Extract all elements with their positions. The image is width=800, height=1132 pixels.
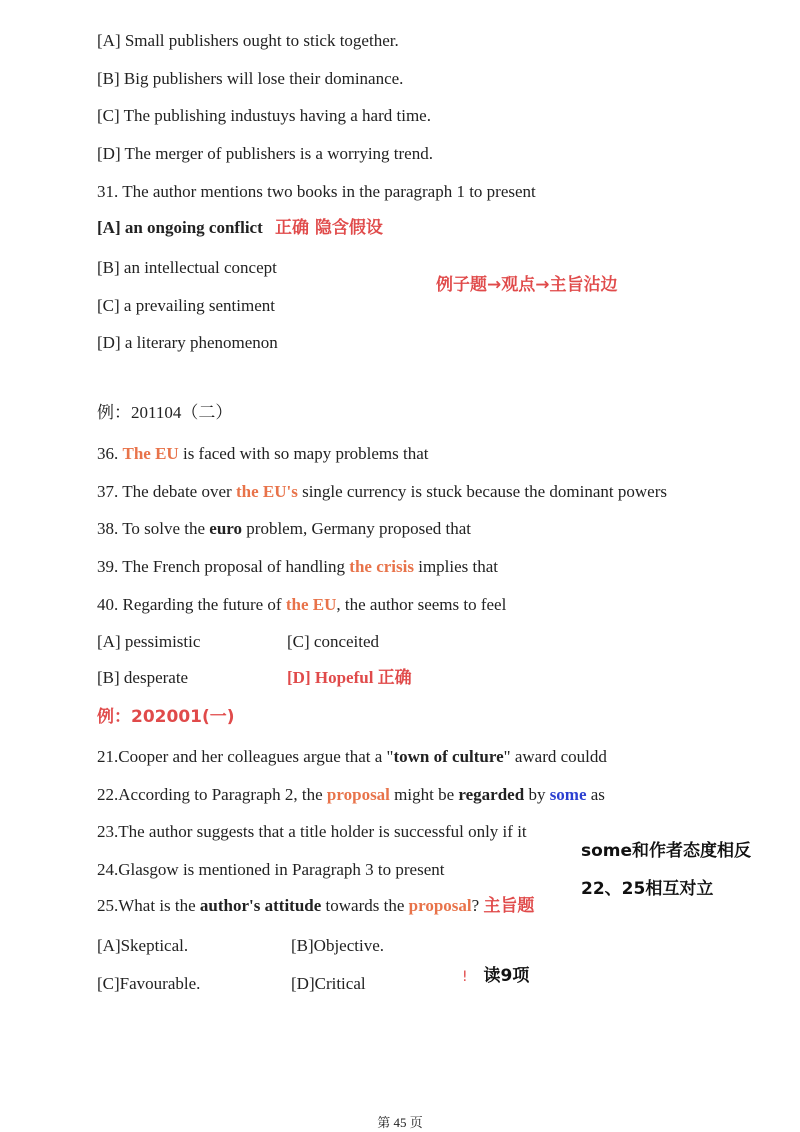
q39-pre: 39. The French proposal of handling xyxy=(97,557,350,576)
q40-highlight: the EU xyxy=(285,595,337,614)
q21-bold: town of culture xyxy=(393,747,504,766)
q40 xyxy=(97,594,506,616)
q40-option-d: [D] Hopeful 正确 xyxy=(287,668,412,687)
note-exclaim-mark: ! xyxy=(462,969,468,985)
q30-option-a: [A] Small publishers ought to stick together. xyxy=(97,31,399,50)
q31-option-d: [D] a literary phenomenon xyxy=(97,333,278,352)
q39 xyxy=(97,556,498,578)
note-read-nine xyxy=(462,961,529,986)
q22 xyxy=(97,784,605,806)
q38-bold: euro xyxy=(209,519,243,538)
q36-num: 36. xyxy=(97,444,123,463)
q30-option-c: [C] The publishing industuys having a hard time. xyxy=(97,106,431,125)
q31-option-c: [C] a prevailing sentiment xyxy=(97,296,275,315)
q30-option-d: [D] The merger of publishers is a worrying trend. xyxy=(97,144,433,163)
q31-option-b: [B] an intellectual concept xyxy=(97,258,277,277)
q22-pre: 22.According to Paragraph 2, the xyxy=(97,785,327,804)
q22-bold: regarded xyxy=(458,785,525,804)
q31-answer-line xyxy=(97,217,383,239)
q25-pre: 25.What is the xyxy=(97,896,200,915)
q37 xyxy=(97,481,667,503)
q21-pre: 21.Cooper and her colleagues argue that a " xyxy=(97,747,394,766)
note-22-25-opposed: 22、25相互对立 xyxy=(581,879,714,899)
q37-rest: single currency is stuck because the dominant powers xyxy=(297,482,667,501)
q22-by: by xyxy=(524,785,550,804)
q22-blue: some xyxy=(549,785,587,804)
q40-option-c: [C] conceited xyxy=(287,632,380,651)
q25-mid: towards the xyxy=(321,896,409,915)
q39-highlight: the crisis xyxy=(349,557,414,576)
q36-rest: is faced with so mapy problems that xyxy=(178,444,429,463)
q25-highlight: proposal xyxy=(408,896,472,915)
q25-option-b: [B]Objective. xyxy=(291,936,384,955)
q25-bold: author's attitude xyxy=(199,896,322,915)
q25-rest: ? xyxy=(471,896,484,915)
q25-option-c: [C]Favourable. xyxy=(97,974,201,993)
q36 xyxy=(97,443,428,465)
q40-pre: 40. Regarding the future of xyxy=(97,595,286,614)
q40-option-b: [B] desperate xyxy=(97,668,189,687)
q22-rest: as xyxy=(586,785,605,804)
q40-rest: , the author seems to feel xyxy=(336,595,507,614)
q25 xyxy=(97,895,534,917)
q24: 24.Glasgow is mentioned in Paragraph 3 to present xyxy=(97,860,445,879)
q21 xyxy=(97,746,607,768)
q36-highlight: The EU xyxy=(122,444,179,463)
q38-rest: problem, Germany proposed that xyxy=(242,519,472,538)
q22-mid: might be xyxy=(389,785,459,804)
note-read-nine-text: 读9项 xyxy=(483,966,530,986)
q38-pre: 38. To solve the xyxy=(97,519,210,538)
q31-side-note: 例子题→观点→主旨沾边 xyxy=(436,275,618,295)
q25-option-d: [D]Critical xyxy=(291,974,366,993)
example2-heading: 例：202001(一) xyxy=(97,707,235,727)
q37-pre: 37. The debate over xyxy=(97,482,236,501)
q25-option-a: [A]Skeptical. xyxy=(97,936,189,955)
q40-option-a: [A] pessimistic xyxy=(97,632,201,651)
q22-highlight: proposal xyxy=(326,785,390,804)
q31-stem: 31. The author mentions two books in the paragraph 1 to present xyxy=(97,182,536,201)
q30-option-b: [B] Big publishers will lose their dominance. xyxy=(97,69,404,88)
note-some-opposite: some和作者态度相反 xyxy=(581,841,752,861)
q39-rest: implies that xyxy=(413,557,499,576)
q23: 23.The author suggests that a title holder is successful only if it xyxy=(97,822,527,841)
example1-heading: 例：201104（二） xyxy=(97,403,233,422)
page-number: 第 45 页 xyxy=(377,1115,423,1130)
q37-highlight: the EU's xyxy=(235,482,298,501)
q21-rest: " award couldd xyxy=(503,747,607,766)
q25-note: 主旨题 xyxy=(483,896,535,916)
q38 xyxy=(97,518,471,540)
q31-answer-note: 正确 隐含假设 xyxy=(275,218,383,238)
q31-answer: [A] an ongoing conflict xyxy=(97,218,263,237)
